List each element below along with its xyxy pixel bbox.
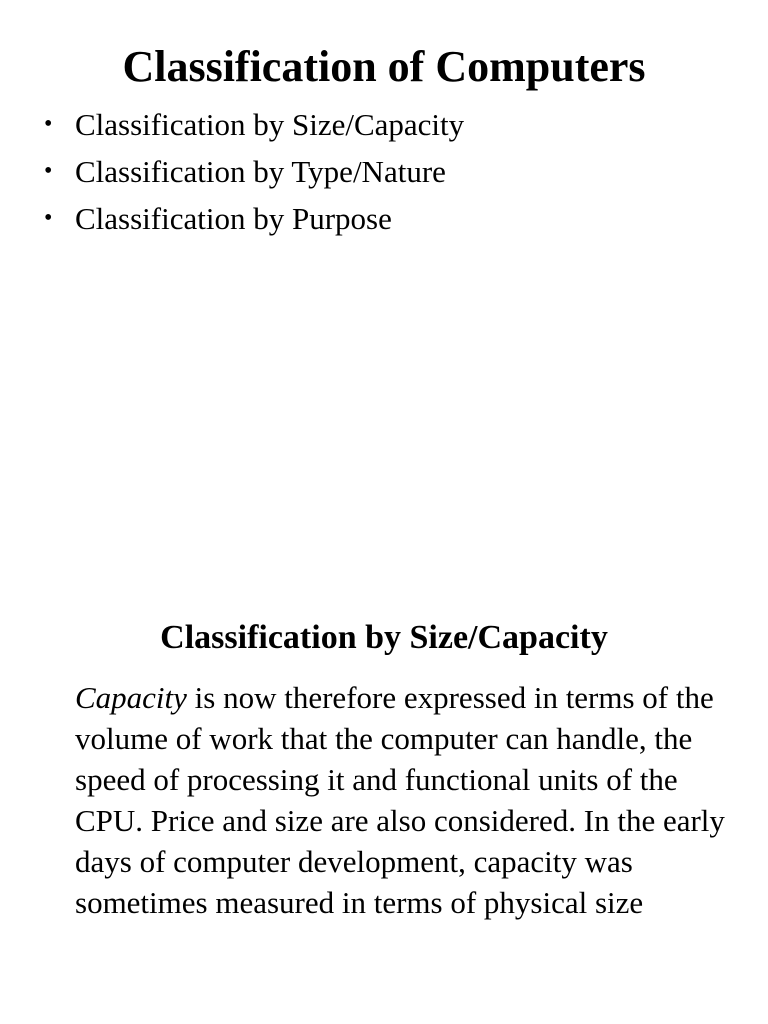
bullet-text: Classification by Purpose	[75, 201, 392, 236]
bullet-icon: •	[44, 205, 53, 231]
list-item	[44, 195, 464, 242]
bullet-icon: •	[44, 111, 53, 137]
bullet-icon: •	[44, 158, 53, 184]
bullet-text: Classification by Type/Nature	[75, 154, 446, 189]
slide-title: Classification by Size/Capacity	[160, 619, 608, 656]
list-item	[44, 101, 464, 148]
slide-classification-by-size	[0, 512, 768, 1024]
slide-title: Classification of Computers	[122, 42, 646, 91]
list-item	[44, 148, 464, 195]
body-paragraph	[75, 677, 725, 923]
body-lead-word: Capacity	[75, 680, 187, 715]
bullet-list	[44, 101, 464, 242]
body-text: is now therefore expressed in terms of the volume of work that the computer can handle, the speed of processing it and functional units of the CPU. Price and size are also considered. In the early days of computer development, capacity was sometimes measured in terms of physical size	[75, 680, 725, 920]
bullet-text: Classification by Size/Capacity	[75, 107, 465, 142]
